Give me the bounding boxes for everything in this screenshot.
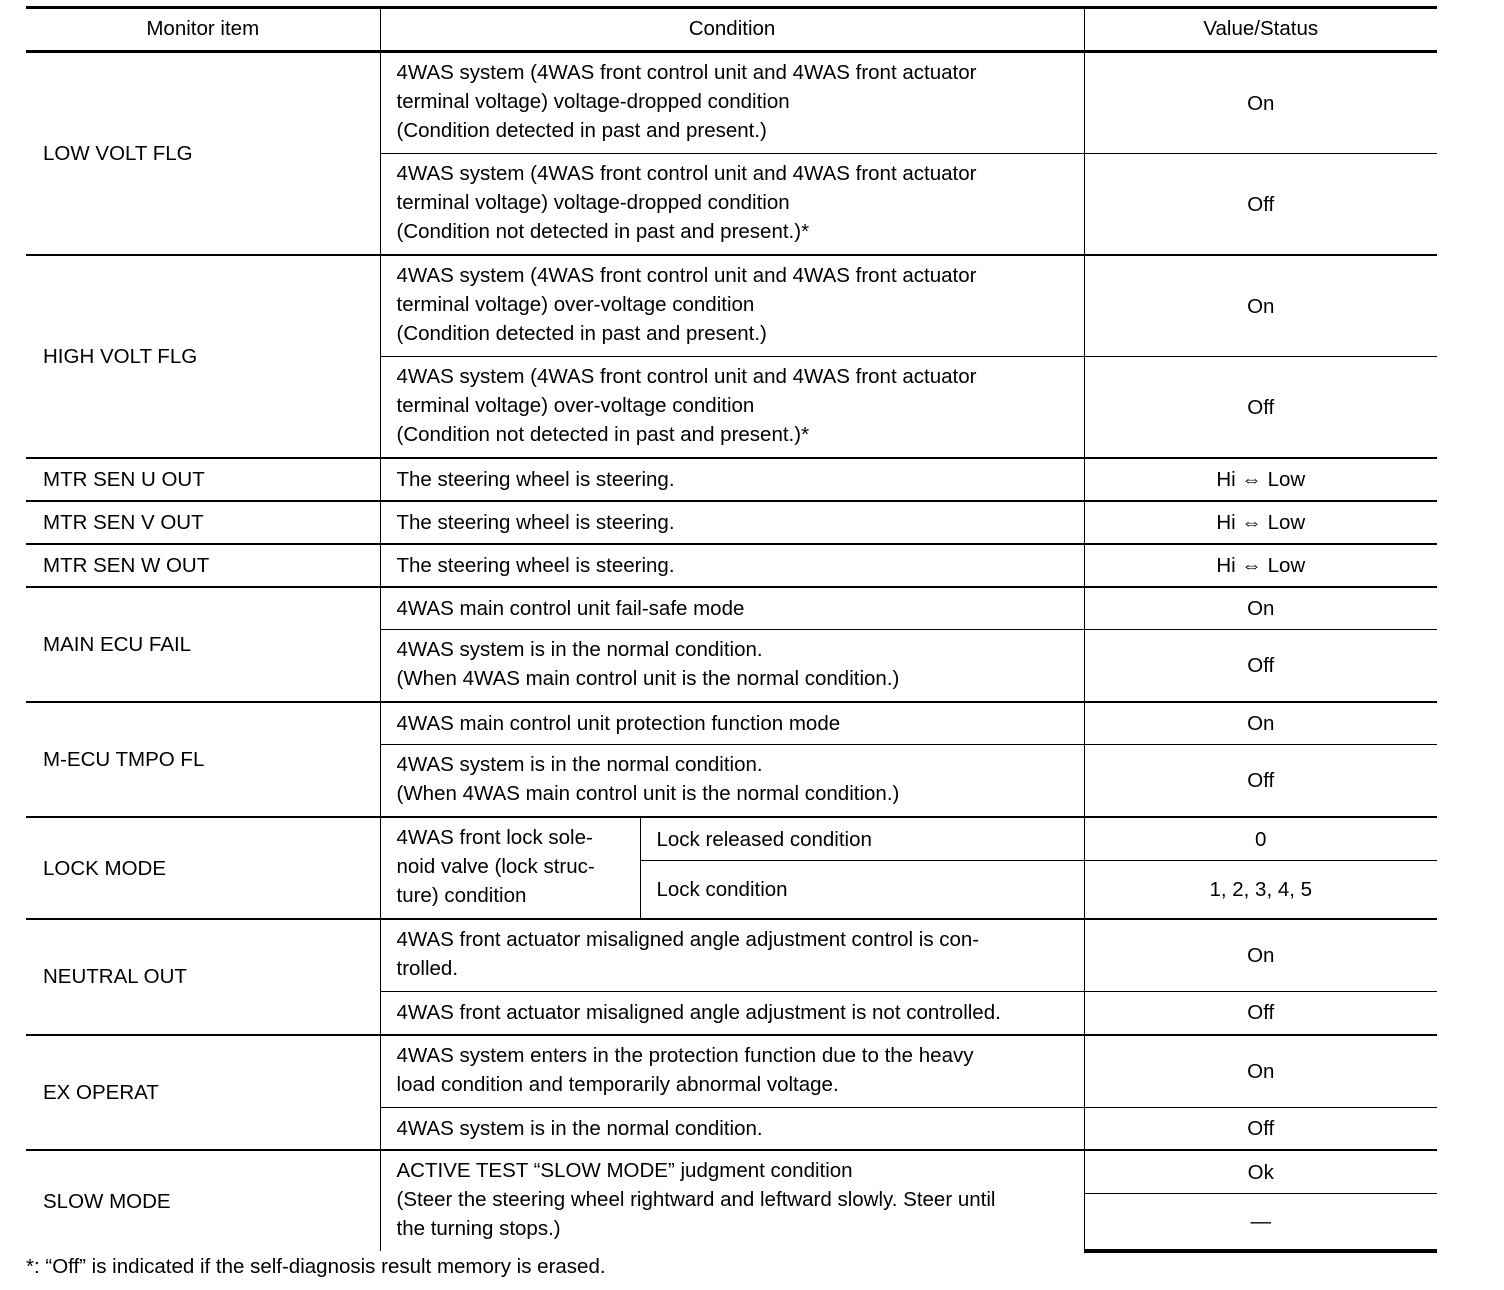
monitor-item-high-volt: HIGH VOLT FLG <box>26 255 380 458</box>
value-cell: On <box>1084 52 1437 154</box>
table-row <box>26 702 1437 745</box>
table-row <box>26 919 1437 992</box>
table-row <box>26 501 1437 544</box>
condition-cell: 4WAS front lock sole- noid valve (lock struc- ture) condition <box>380 817 640 919</box>
value-cell: Off <box>1084 745 1437 818</box>
value-cell: Hi ⇔ Low <box>1084 501 1437 544</box>
condition-cell: 4WAS main control unit protection function mode <box>380 702 1084 745</box>
condition-cell: The steering wheel is steering. <box>380 501 1084 544</box>
table-row <box>26 255 1437 357</box>
monitor-item-neutral-out: NEUTRAL OUT <box>26 919 380 1035</box>
value-cell: Hi ⇔ Low <box>1084 458 1437 501</box>
value-cell: — <box>1084 1194 1437 1251</box>
condition-cell: 4WAS front actuator misaligned angle adjustment is not controlled. <box>380 992 1084 1035</box>
value-cell: 1, 2, 3, 4, 5 <box>1084 861 1437 919</box>
value-cell: Off <box>1084 154 1437 256</box>
footnote: *: “Off” is indicated if the self-diagnosis result memory is erased. <box>26 1255 606 1278</box>
value-cell: Off <box>1084 629 1437 702</box>
condition-cell: 4WAS system (4WAS front control unit and 4WAS front actuator terminal voltage) over-voltage condition (Condition detected in past and present.) <box>380 255 1084 357</box>
value-cell: On <box>1084 919 1437 992</box>
sub-condition-cell: Lock condition <box>640 861 1084 919</box>
monitor-item-slow-mode: SLOW MODE <box>26 1150 380 1251</box>
monitor-item-mtr-w: MTR SEN W OUT <box>26 544 380 587</box>
condition-cell: 4WAS system (4WAS front control unit and 4WAS front actuator terminal voltage) over-voltage condition (Condition not detected in past and present.)* <box>380 357 1084 459</box>
condition-cell: 4WAS system (4WAS front control unit and 4WAS front actuator terminal voltage) voltage-dropped condition (Condition not detected in past and present.)* <box>380 154 1084 256</box>
header-condition: Condition <box>380 8 1084 52</box>
value-cell: Ok <box>1084 1150 1437 1194</box>
value-cell: On <box>1084 587 1437 629</box>
header-value-status: Value/Status <box>1084 8 1437 52</box>
monitor-item-ex-operat: EX OPERAT <box>26 1035 380 1151</box>
value-cell: Hi ⇔ Low <box>1084 544 1437 587</box>
condition-cell: ACTIVE TEST “SLOW MODE” judgment condition (Steer the steering wheel rightward and leftward slowly. Steer until the turning stops.) <box>380 1150 1084 1251</box>
monitor-table <box>26 6 1437 1253</box>
table-row <box>26 1150 1437 1194</box>
monitor-item-lock-mode: LOCK MODE <box>26 817 380 919</box>
condition-cell: 4WAS system is in the normal condition. (When 4WAS main control unit is the normal condition.) <box>380 745 1084 818</box>
value-cell: Off <box>1084 357 1437 459</box>
header-row <box>26 8 1437 52</box>
condition-cell: 4WAS system is in the normal condition. (When 4WAS main control unit is the normal condition.) <box>380 629 1084 702</box>
table-row <box>26 587 1437 629</box>
sub-condition-cell: Lock released condition <box>640 817 1084 861</box>
condition-cell: The steering wheel is steering. <box>380 544 1084 587</box>
table-row <box>26 817 1437 861</box>
table-row <box>26 458 1437 501</box>
table-row <box>26 544 1437 587</box>
value-cell: 0 <box>1084 817 1437 861</box>
condition-cell: 4WAS system (4WAS front control unit and 4WAS front actuator terminal voltage) voltage-dropped condition (Condition detected in past and present.) <box>380 52 1084 154</box>
monitor-item-low-volt: LOW VOLT FLG <box>26 52 380 256</box>
value-cell: On <box>1084 255 1437 357</box>
condition-cell: 4WAS front actuator misaligned angle adjustment control is con- trolled. <box>380 919 1084 992</box>
header-monitor-item: Monitor item <box>26 8 380 52</box>
condition-cell: 4WAS system is in the normal condition. <box>380 1107 1084 1150</box>
condition-cell: The steering wheel is steering. <box>380 458 1084 501</box>
table-row <box>26 1035 1437 1108</box>
monitor-item-main-ecu: MAIN ECU FAIL <box>26 587 380 702</box>
table-row <box>26 52 1437 154</box>
value-cell: Off <box>1084 1107 1437 1150</box>
value-cell: On <box>1084 1035 1437 1108</box>
value-cell: Off <box>1084 992 1437 1035</box>
monitor-item-mtr-u: MTR SEN U OUT <box>26 458 380 501</box>
condition-cell: 4WAS system enters in the protection function due to the heavy load condition and temporarily abnormal voltage. <box>380 1035 1084 1108</box>
monitor-item-mtr-v: MTR SEN V OUT <box>26 501 380 544</box>
monitor-item-m-ecu: M-ECU TMPO FL <box>26 702 380 818</box>
value-cell: On <box>1084 702 1437 745</box>
condition-cell: 4WAS main control unit fail-safe mode <box>380 587 1084 629</box>
